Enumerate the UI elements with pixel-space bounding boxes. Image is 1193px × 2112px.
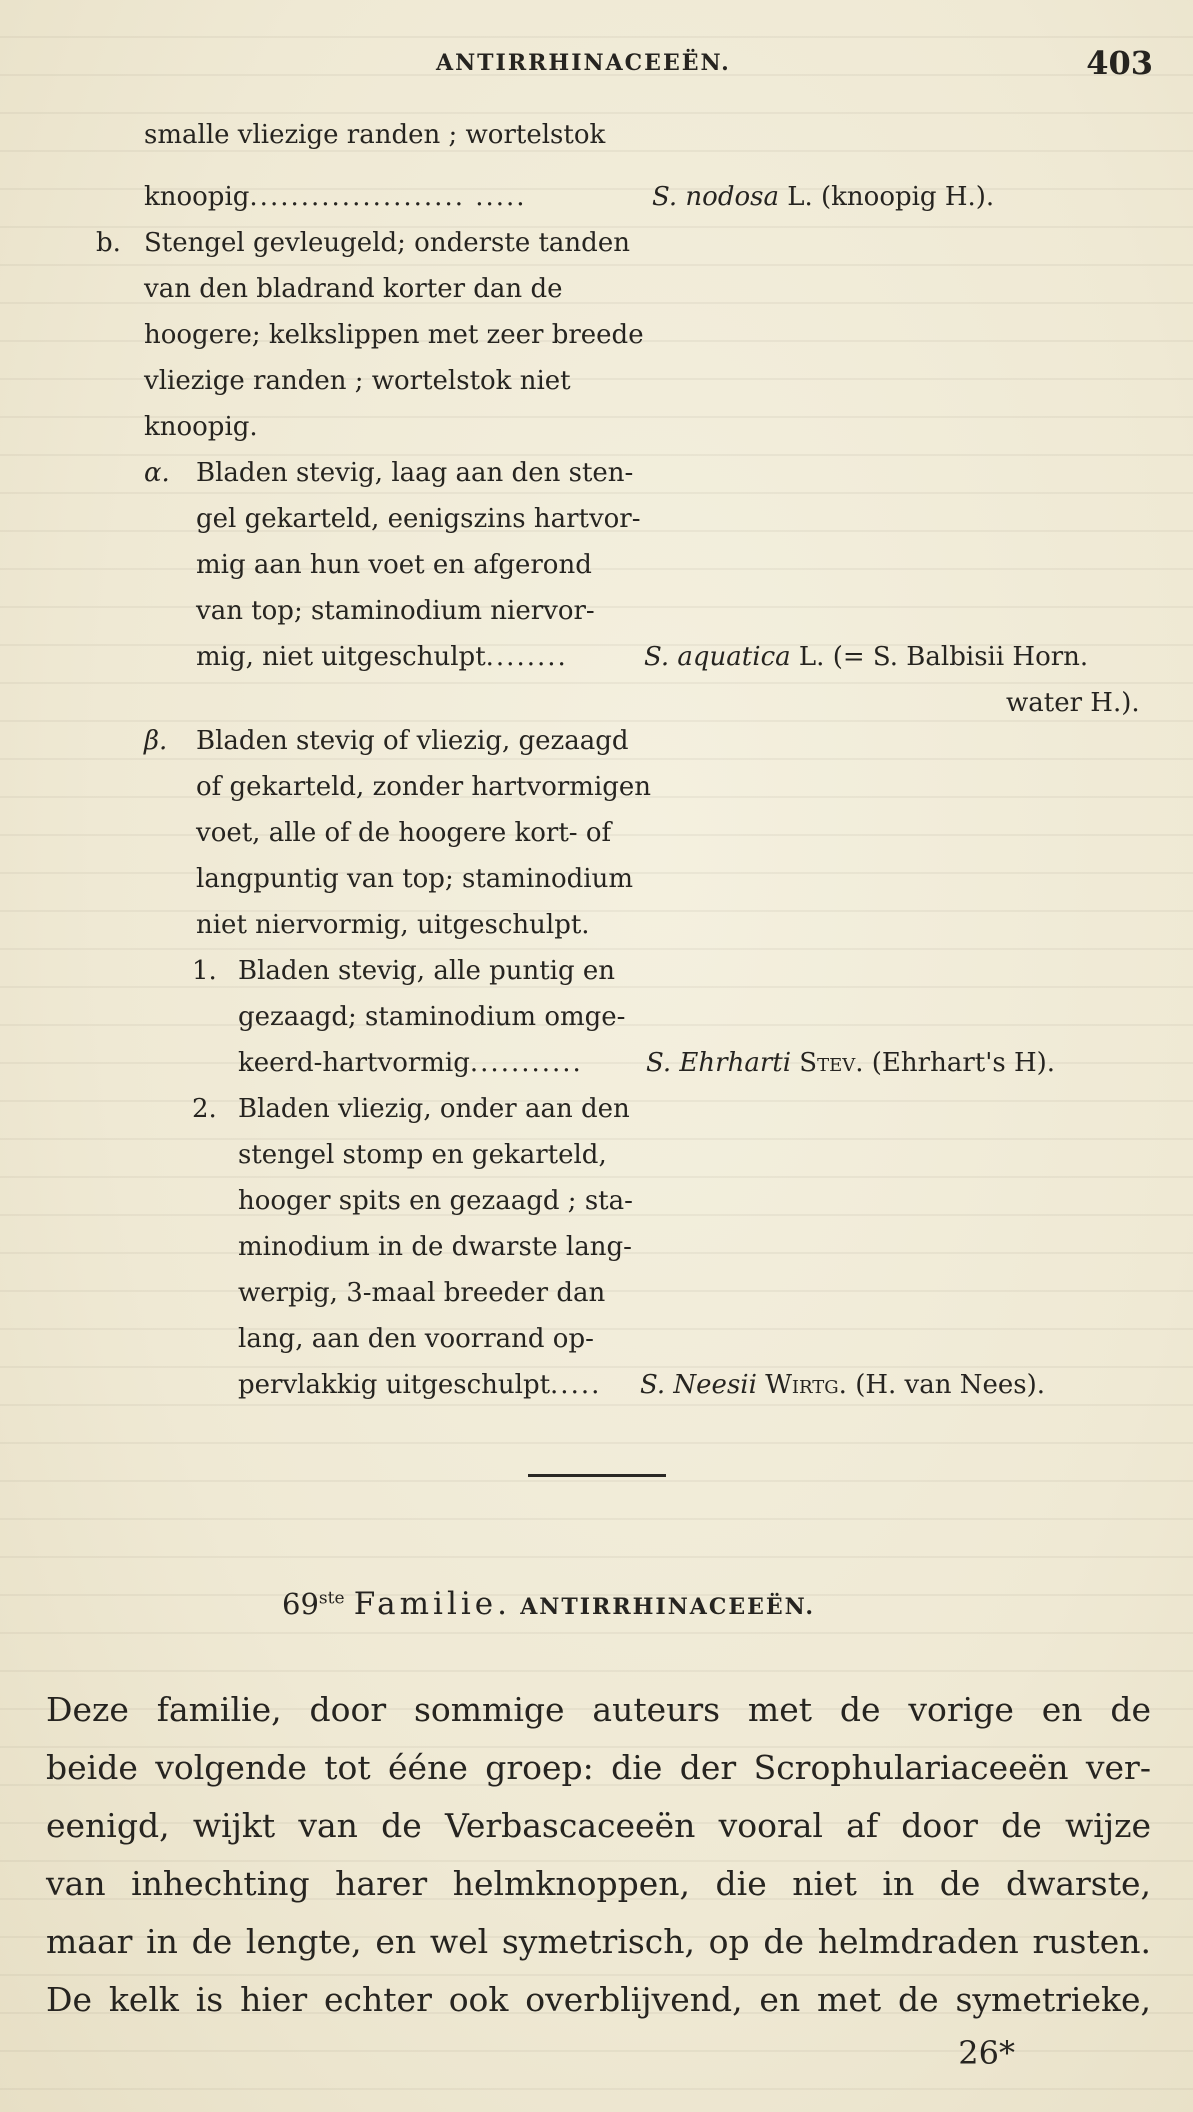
key-line: gel gekarteld, eenigszins hartvor- — [196, 504, 641, 534]
key-label: β. — [144, 726, 168, 756]
key-line: gezaagd; staminodium omge- — [238, 1002, 626, 1032]
key-line: vliezige randen ; wortelstok niet — [144, 366, 571, 396]
key-line: water H.). — [1006, 688, 1140, 718]
key-line: minodium in de dwarste lang- — [238, 1232, 632, 1262]
key-label: 2. — [192, 1094, 217, 1124]
key-line: stengel stomp en gekarteld, — [238, 1140, 607, 1170]
body-text-line: De kelk is hier echter ook overblijvend, en met de symetrieke, — [46, 1980, 1151, 2019]
key-line: lang, aan den voorrand op- — [238, 1324, 594, 1354]
section-divider — [528, 1474, 666, 1477]
key-line: pervlakkig uitgeschulpt..... — [238, 1370, 602, 1400]
key-line: van top; staminodium niervor- — [196, 596, 595, 626]
key-line: Bladen stevig, alle puntig en — [238, 956, 616, 986]
key-line: Bladen stevig of vliezig, gezaagd — [196, 726, 629, 756]
key-label: 1. — [192, 956, 217, 986]
signature-mark: 26* — [958, 2034, 1015, 2072]
key-line: werpig, 3-maal breeder dan — [238, 1278, 606, 1308]
page-number: 403 — [1086, 44, 1153, 82]
key-line: hooger spits en gezaagd ; sta- — [238, 1186, 633, 1216]
key-line: Stengel gevleugeld; onderste tanden — [144, 228, 630, 258]
species-entry: S. Neesii Wirtg. (H. van Nees). — [640, 1370, 1046, 1400]
key-line: van den bladrand korter dan de — [144, 274, 563, 304]
key-line: langpuntig van top; staminodium — [196, 864, 633, 894]
key-line: niet niervormig, uitgeschulpt. — [196, 910, 590, 940]
key-line: voet, alle of de hoogere kort- of — [196, 818, 612, 848]
key-line: hoogere; kelkslippen met zeer breede — [144, 320, 644, 350]
key-line: smalle vliezige randen ; wortelstok — [144, 120, 606, 150]
species-entry: S. nodosa L. (knoopig H.). — [652, 182, 995, 212]
body-text-line: Deze familie, door sommige auteurs met de vorige en de — [46, 1690, 1151, 1729]
key-line: mig aan hun voet en afgerond — [196, 550, 592, 580]
key-line: Bladen stevig, laag aan den sten- — [196, 458, 634, 488]
body-text-line: beide volgende tot ééne groep: die der Scrophulariaceeën ver- — [46, 1748, 1151, 1787]
body-text-line: eenigd, wijkt van de Verbascaceeën vooral af door de wijze — [46, 1806, 1151, 1845]
key-line: knoopig. — [144, 412, 258, 442]
key-label: b. — [96, 228, 121, 258]
key-line: keerd-hartvormig........... — [238, 1048, 583, 1078]
species-entry: S. Ehrharti Stev. (Ehrhart's H). — [646, 1048, 1056, 1078]
key-line: of gekarteld, zonder hartvormigen — [196, 772, 652, 802]
key-line: mig, niet uitgeschulpt........ — [196, 642, 568, 672]
key-line: Bladen vliezig, onder aan den — [238, 1094, 630, 1124]
body-text-line: van inhechting harer helmknoppen, die niet in de dwarste, — [46, 1864, 1151, 1903]
key-label: α. — [144, 458, 170, 488]
running-title: ANTIRRHINACEEËN. — [436, 50, 731, 76]
key-line: knoopig..................... ..... — [144, 182, 527, 212]
body-text-line: maar in de lengte, en wel symetrisch, op de helmdraden rusten. — [46, 1922, 1151, 1961]
species-entry: S. aquatica L. (= S. Balbisii Horn. — [644, 642, 1089, 672]
family-heading: 69ste Familie. ANTIRRHINACEEËN. — [282, 1586, 816, 1622]
